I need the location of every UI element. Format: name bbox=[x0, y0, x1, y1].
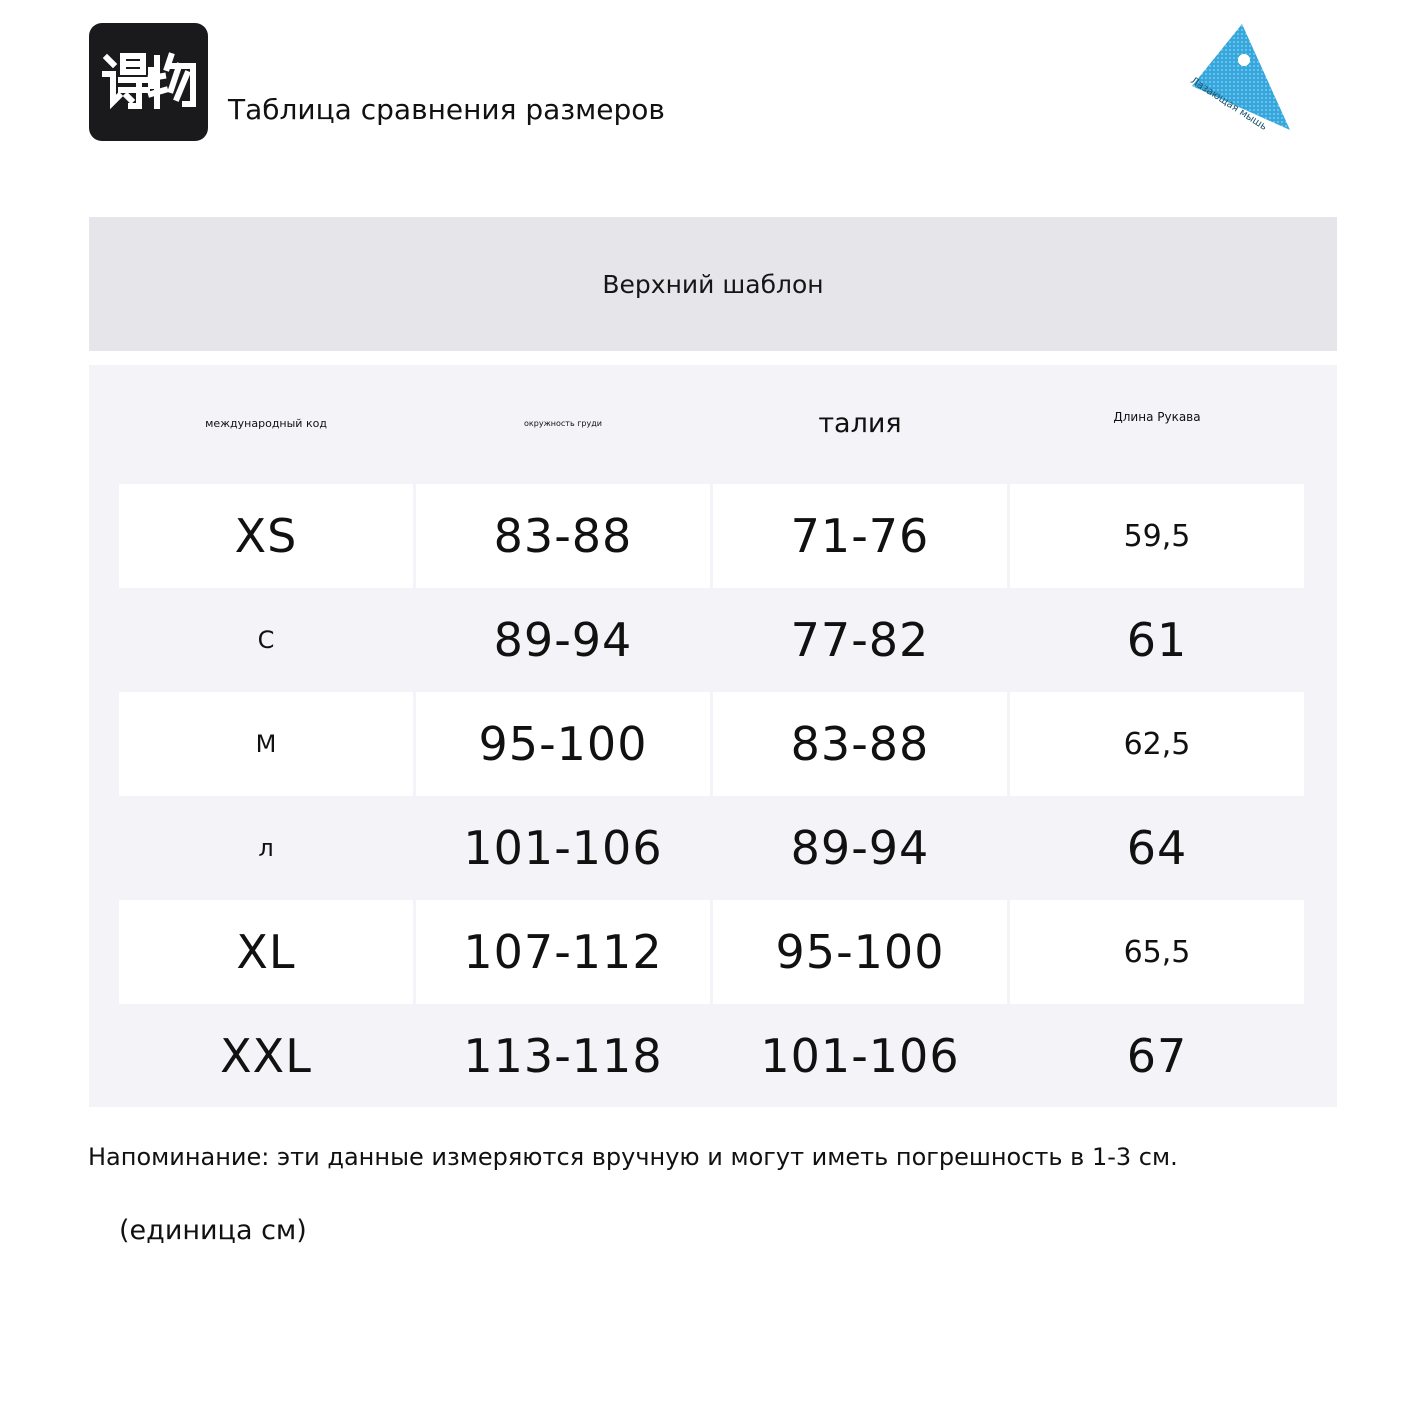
chest-value: 113-118 bbox=[463, 1029, 663, 1083]
chest-value: 101-106 bbox=[463, 821, 663, 875]
waist-value: 89-94 bbox=[790, 821, 930, 875]
watermark-text: Лазающая мышь bbox=[1188, 75, 1269, 133]
table-row bbox=[119, 588, 1304, 692]
sleeve-value: 67 bbox=[1126, 1029, 1188, 1083]
table-row bbox=[119, 900, 1304, 1004]
chest-value: 89-94 bbox=[493, 613, 633, 667]
sleeve-value: 61 bbox=[1126, 613, 1188, 667]
column-header-chest: окружность груди bbox=[524, 418, 602, 428]
waist-value: 95-100 bbox=[713, 900, 1007, 1004]
measurement-note: Напоминание: эти данные измеряются вручную и могут иметь погрешность в 1-3 см. bbox=[88, 1143, 1178, 1171]
waist-value: 83-88 bbox=[713, 692, 1007, 796]
size-code: XL bbox=[119, 900, 413, 1004]
column-header-sleeve-length: Длина Рукава bbox=[1113, 410, 1201, 424]
table-row bbox=[119, 692, 1304, 796]
brand-logo-icon bbox=[101, 50, 197, 114]
sleeve-value: 62,5 bbox=[1010, 692, 1304, 796]
column-header-waist: талия bbox=[818, 407, 902, 439]
chest-value: 83-88 bbox=[416, 484, 710, 588]
table-row bbox=[119, 484, 1304, 588]
page-title: Таблица сравнения размеров bbox=[228, 93, 665, 126]
size-code: XXL bbox=[220, 1029, 312, 1083]
brand-logo bbox=[89, 23, 208, 141]
size-table bbox=[89, 365, 1337, 1107]
size-code: л bbox=[258, 834, 274, 862]
climbing-mouse-watermark-icon bbox=[1180, 20, 1300, 145]
section-header bbox=[89, 217, 1337, 351]
size-code: М bbox=[119, 692, 413, 796]
waist-value: 71-76 bbox=[713, 484, 1007, 588]
column-header-intl-code: международный код bbox=[205, 416, 327, 430]
section-title: Верхний шаблон bbox=[602, 269, 824, 299]
table-row bbox=[119, 796, 1304, 900]
sleeve-value: 65,5 bbox=[1010, 900, 1304, 1004]
waist-value: 77-82 bbox=[790, 613, 930, 667]
sleeve-value: 59,5 bbox=[1010, 484, 1304, 588]
unit-label: (единица см) bbox=[119, 1215, 307, 1246]
waist-value: 101-106 bbox=[760, 1029, 960, 1083]
size-code: С bbox=[257, 626, 275, 654]
chest-value: 95-100 bbox=[416, 692, 710, 796]
size-code: XS bbox=[119, 484, 413, 588]
chest-value: 107-112 bbox=[416, 900, 710, 1004]
sleeve-value: 64 bbox=[1126, 821, 1188, 875]
table-row bbox=[119, 1004, 1304, 1108]
